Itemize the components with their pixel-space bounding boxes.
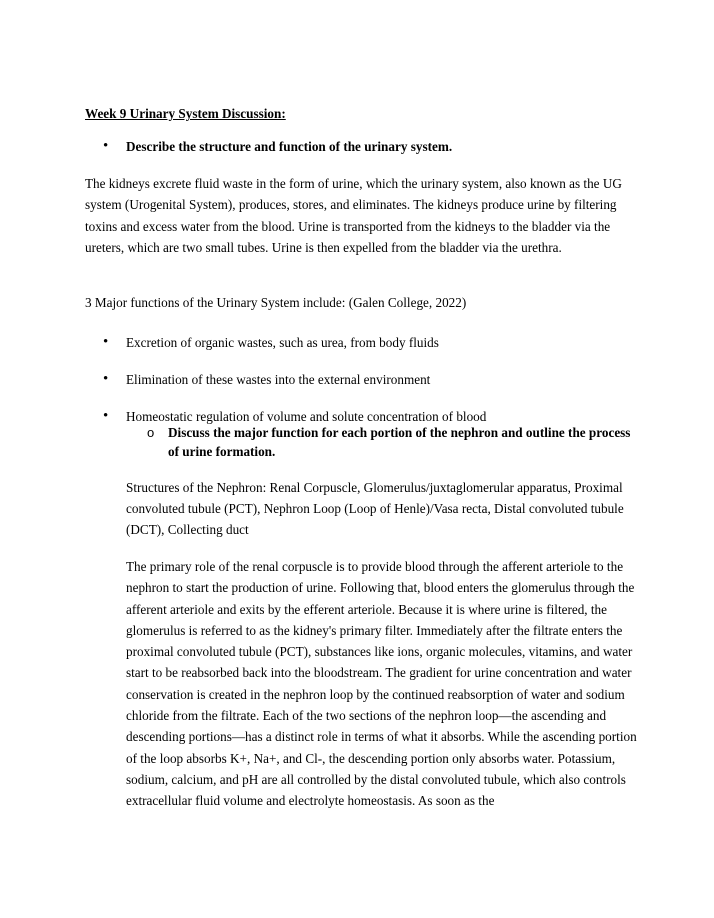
- question-1: Describe the structure and function of the urinary system.: [126, 139, 453, 154]
- bullet-marker: •: [103, 408, 109, 424]
- function-item-1: Excretion of organic wastes, such as urea, from body fluids: [126, 335, 439, 350]
- paragraph-urinary-overview: The kidneys excrete fluid waste in the form of urine, which the urinary system, also known as the UG system (Urogenital System), produces, stores, and eliminates. The kidneys produce urine by filtering toxins and excess water from the blood. Urine is transported from the kidneys to the bladder via the ureters, which are two small tubes. Urine is then expelled from the bladder via the urethra.: [85, 176, 622, 256]
- bullet-marker: •: [103, 334, 109, 350]
- paragraph-nephron-structures: Structures of the Nephron: Renal Corpuscle, Glomerulus/juxtaglomerular apparatus, Proximal convoluted tubule (PCT), Nephron Loop (Loop of Henle)/Vasa recta, Distal convoluted tubule (DCT), Collecting duct: [126, 480, 624, 537]
- question-2: Discuss the major function for each portion of the nephron and outline the process of urine formation.: [168, 425, 631, 459]
- bullet-marker: •: [103, 371, 109, 387]
- paragraph-major-functions-intro: 3 Major functions of the Urinary System include: (Galen College, 2022): [85, 295, 467, 310]
- paragraph-nephron-function: The primary role of the renal corpuscle is to provide blood through the afferent arteriole to the nephron to start the production of urine. Following that, blood enters the glomerulus through the afferent arteriole and exits by the efferent arteriole. Because it is where urine is filtered, the glomerulus is referred to as the kidney's primary filter. Immediately after the filtrate enters the proximal convoluted tubule (PCT), substances like ions, organic molecules, vitamins, and water start to be reabsorbed back into the bloodstream. The gradient for urine concentration and water conservation is created in the nephron loop by the continued reabsorption of water and sodium chloride from the filtrate. Each of the two sections of the nephron loop—the ascending and descending portions—has a distinct role in terms of what it absorbs. While the ascending portion of the loop absorbs K+, Na+, and Cl-, the descending portion only absorbs water. Potassium, sodium, calcium, and pH are all controlled by the distal convoluted tubule, which also controls extracellular fluid volume and electrolyte homeostasis. As soon as the: [126, 559, 637, 809]
- sub-bullet-marker: o: [147, 425, 155, 440]
- bullet-marker: •: [103, 138, 109, 154]
- function-item-2: Elimination of these wastes into the external environment: [126, 372, 431, 387]
- function-item-3: Homeostatic regulation of volume and solute concentration of blood: [126, 409, 487, 424]
- document-title: Week 9 Urinary System Discussion:: [85, 106, 286, 121]
